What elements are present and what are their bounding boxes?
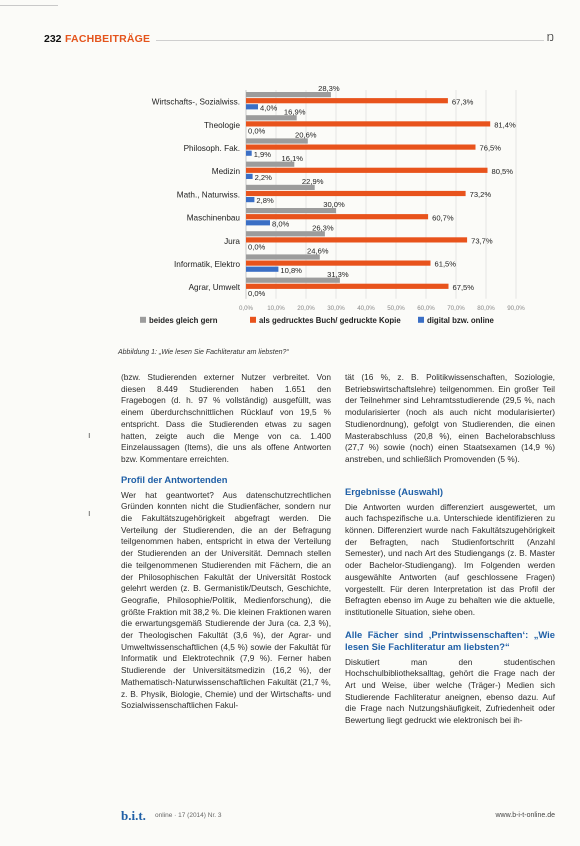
bar (246, 145, 476, 150)
x-tick-label: 10,0% (267, 304, 285, 312)
heading-profil: Profil der Antwortenden (121, 473, 228, 485)
page-header (44, 33, 554, 47)
data-label: 67,5% (452, 282, 475, 292)
footer-issue: online · 17 (2014) Nr. 3 (155, 812, 222, 819)
category-label: Math., Naturwiss. (176, 190, 240, 200)
bar (246, 174, 253, 179)
category-label: Jura (224, 236, 240, 246)
legend-label: als gedrucktes Buch/ gedruckte Kopie (259, 315, 401, 325)
legend-swatch (250, 317, 256, 323)
x-tick-label: 70,0% (447, 304, 465, 312)
bar (246, 237, 467, 242)
data-label: 61,5% (434, 259, 457, 269)
figure-caption: Abbildung 1: „Wie lesen Sie Fachliteratur am liebsten?“ (118, 349, 289, 356)
data-label: 1,9% (253, 149, 272, 159)
heading-ergebnisse: Ergebnisse (Auswahl) (345, 485, 443, 497)
bar (246, 191, 466, 196)
right-paragraph-2: Die Antworten wurden differenziert ausgewertet, um auch fachspezifische u.a. Unterschiede identifizieren zu können. Differenziert wurde nach Fakultätszugehörigkeit der Befragten, nach Studienfortschritt (Anzahl Semester), und nach Art des Studiengangs (z. B. Master oder Bachelor-Studiengang). Im Folgenden werden ausgewählte Antworten (auf geschlossene Fragen) vorgestellt. Für deren Interpretation ist das Profil der Befragten ebenso im Auge zu behalten wie die aktuelle, institutionelle Situation, siehe oben. (345, 501, 555, 617)
data-label: 67,3% (451, 97, 474, 107)
legend-swatch (418, 317, 424, 323)
top-edge-line (0, 5, 58, 6)
bar (246, 278, 340, 283)
data-label: 10,8% (280, 265, 302, 275)
right-column (345, 372, 555, 727)
bar (246, 121, 490, 126)
footer-url: www.b-i-t-online.de (495, 812, 555, 819)
data-label: 20,6% (295, 130, 317, 140)
data-label: 0,0% (248, 126, 266, 136)
category-label: Theologie (204, 120, 240, 130)
x-tick-label: 60,0% (417, 304, 435, 312)
x-tick-label: 90,0% (507, 304, 525, 312)
data-label: 24,6% (307, 246, 329, 256)
category-label: Maschinenbau (186, 213, 240, 223)
margin-mark: ı (88, 430, 91, 440)
x-tick-label: 40,0% (357, 304, 375, 312)
data-label: 16,1% (281, 153, 304, 163)
footer-logo: b.i.t. (121, 808, 146, 823)
bar (246, 197, 254, 202)
data-label: 73,2% (469, 190, 492, 200)
x-tick-label: 30,0% (327, 304, 345, 312)
legend-label: beides gleich gern (149, 315, 218, 325)
right-paragraph-3: Diskutiert man den studentischen Hochschulbibliotheksalltag, gehört die Frage nach der Art und Weise, über welche (Träger-) Medien sich Studierende Fachliteratur aneignen, ebenso dazu. Auf die Frage nach Nutzungshäufigkeit, Zufriedenheit oder Bewertung liegt gedruckt wie elektronisch bei ih- (345, 656, 555, 726)
header-rule (156, 40, 544, 41)
data-label: 2,8% (256, 196, 274, 206)
bar (246, 284, 449, 289)
data-label: 2,2% (254, 173, 272, 182)
bar (246, 267, 278, 272)
data-label: 16,9% (283, 107, 306, 117)
left-paragraph-1: (bzw. Studierenden externer Nutzer verbreitet. Von diesen 8.449 Studierenden haben 1.651 den Fragebogen (d. h. 97 % vollständig) ausgefüllt, was einem überdurchschnittlichen Rücklauf von 19,5 % entspricht. Dass die Studierenden etwas zu sagen hatten, zeigte auch die Menge von ca. 1.400 Einzelaussagen (Items), die uns als offene Antworten bzw. Kommentare erreichten. (121, 372, 331, 464)
x-tick-label: 50,0% (387, 304, 405, 312)
right-paragraph-1: tät (16 %, z. B. Politikwissenschaften, Soziologie, Betriebswirtschaftslehre) teilgenommen. Ein großer Teil der Teilnehmer sind Lehramtsstudierende (29,5 %, nach modularisierter (noch als auch nicht modularisierter) Studienordnung), gefolgt von Studierenden, die einen Masterabschluss (20,8 %), einen Bachelorabschluss (27,7 %) sowie (noch) einen Staatsexamen (14,9 %) anstreben, und schließlich Promovenden (5 %). (345, 372, 555, 464)
data-label: 73,7% (471, 236, 493, 246)
data-label: 60,7% (432, 213, 454, 223)
page-number: 232 (44, 33, 62, 45)
x-tick-label: 20,0% (297, 304, 315, 312)
bar (246, 151, 252, 156)
corner-mark: Ŋ (546, 33, 554, 44)
bar (246, 104, 258, 109)
category-label: Medizin (211, 167, 240, 177)
data-label: 31,3% (327, 269, 349, 279)
data-label: 28,3% (318, 84, 340, 94)
bar (246, 261, 431, 266)
legend-label: digital bzw. online (427, 315, 494, 325)
category-label: Informatik, Elektro (174, 260, 240, 269)
category-label: Philosoph. Fak. (183, 144, 240, 153)
chart-svg (118, 82, 558, 344)
bar (246, 168, 488, 173)
data-label: 4,0% (260, 103, 278, 113)
data-label: 8,0% (272, 219, 290, 229)
legend-swatch (140, 317, 146, 323)
data-label: 81,4% (494, 120, 516, 130)
data-label: 76,5% (479, 143, 502, 153)
category-label: Agrar, Umwelt (188, 283, 240, 293)
left-column (121, 372, 331, 712)
data-label: 0,0% (248, 242, 266, 252)
x-tick-label: 80,0% (477, 304, 495, 312)
margin-mark: ı (88, 508, 91, 518)
data-label: 30,0% (323, 200, 345, 210)
bar (246, 220, 270, 225)
data-label: 26,3% (312, 223, 334, 233)
category-label: Wirtschafts-, Sozialwiss. (151, 97, 240, 107)
section-title: FACHBEITRÄGE (65, 33, 151, 45)
data-label: 80,5% (491, 166, 514, 176)
data-label: 22,9% (301, 177, 324, 186)
data-label: 0,0% (248, 289, 266, 298)
bar-chart (118, 82, 558, 344)
left-paragraph-2: Wer hat geantwortet? Aus datenschutzrechtlichen Gründen konnten nicht die Studienfächer, sondern nur die Fakultätszugehörigkeit abgefragt werden. Die Verteilung der Studierenden, die an der Befragung teilgenommen haben, entspricht in etwa der Verteilung der Studierenden an der Universität. Demnach stellen die teilgenommenen Studierenden mit Fächern, die an der Philosophischen Fakultät der Universität Rostock gelehrt werden (z. B. Germanistik/Deutsch, Geschichte, Geografie, Philosophie/Politik, Medienforschung), die größte Fraktion mit 38,2 %. Die kleinen Fraktionen waren die erwartungsgemäß Studierende der Jura (ca. 2,3 %), der Theologischen Fakultät (3,6 %), der Agrar- und Umweltwissenschaftlichen (4,5 %) sowie der Fakultät für Informatik und Elektrotechnik (7,9 %). Ferner haben Studierende der Universitätsmedizin (16,2 %), der Mathematisch-Naturwissenschaftlichen Fakultät (21,7 %, z. B. Physik, Biologie, Chemie) und der Wirtschafts- und Sozialwissenschaftlichen Fakul- (121, 489, 331, 711)
x-tick-label: 0,0% (238, 304, 254, 312)
heading-printwissenschaften: Alle Fächer sind ‚Printwissenschaften‘: „Wie lesen Sie Fachliteratur am liebsten?“ (345, 628, 555, 652)
